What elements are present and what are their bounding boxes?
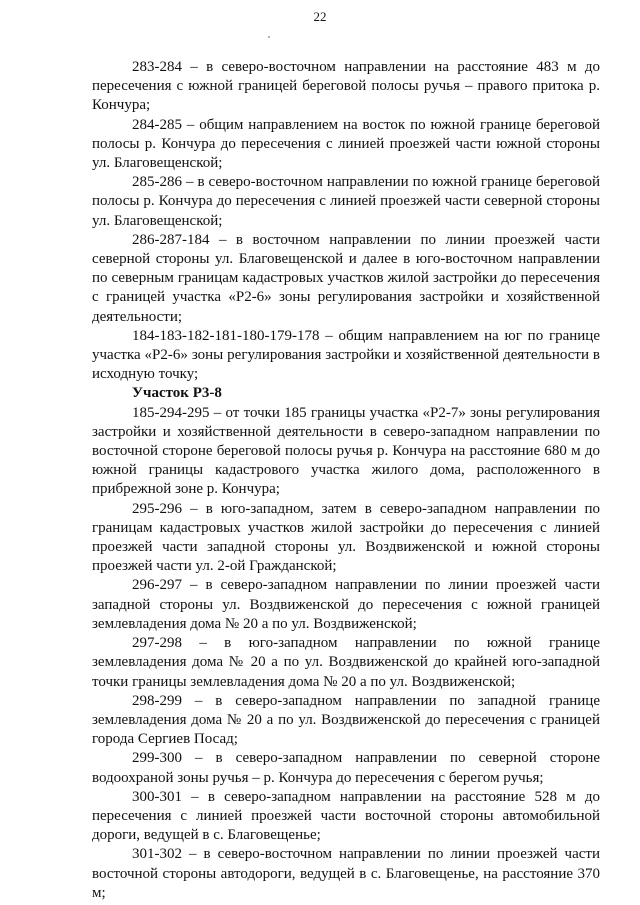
- paragraph: 284-285 – общим направлением на восток по южной границе береговой полосы р. Кончура до пересечения с линией проезжей части южной стороны ул. Благовещенской;: [92, 116, 600, 172]
- paragraph: 296-297 – в северо-западном направлении по линии проезжей части западной стороны ул. Воздвиженской до пересечения с южной границей землевладения дома № 20 а по ул. Воздвиженской;: [92, 577, 600, 632]
- document-body: [92, 58, 600, 903]
- paragraph: 285-286 – в северо-восточном направлении по южной границе береговой полосы р. Кончура до пересечения с линией проезжей части северной стороны ул. Благовещенской;: [92, 174, 600, 229]
- paragraph: 295-296 – в юго-западном, затем в северо-западном направлении по границам кадастровых участков жилой застройки до пересечения с линией проезжей части западной стороны ул. Воздвиженской и южной стороны проезжей части ул. 2-ой Гражданской;: [92, 500, 600, 575]
- paragraph: 300-301 – в северо-западном направлении на расстояние 528 м до пересечения с линией проезжей части восточной стороны автомобильной дороги, ведущей в с. Благовещенье;: [92, 788, 600, 844]
- page-number: 22: [313, 9, 327, 24]
- section-heading: Участок Р3-8: [132, 385, 222, 402]
- paragraph: 184-183-182-181-180-179-178 – общим направлением на юг по границе участка «Р2-6» зоны регулирования застройки и хозяйственной деятельности в исходную точку;: [92, 327, 600, 383]
- paragraph: 299-300 – в северо-западном направлении по северной стороне водоохраной зоны ручья – р. Кончура до пересечения с берегом ручья;: [92, 750, 600, 786]
- paragraph: 185-294-295 – от точки 185 границы участка «Р2-7» зоны регулирования застройки и хозяйственной деятельности в северо-западном направлении по восточной стороне береговой полосы ручья р. Кончура на расстояние 680 м до южной границы кадастрового участка жилого дома, расположенного в прибрежной зоне р. Кончура;: [92, 404, 600, 498]
- paragraph: 301-302 – в северо-восточном направлении по линии проезжей части восточной стороны автодороги, ведущей в с. Благовещенье, на расстояние 370 м;: [92, 846, 600, 901]
- paragraph: 297-298 – в юго-западном направлении по южной границе землевладения дома № 20 а по ул. Воздвиженской до крайней юго-западной точки границы землевладения дома № 20 а по ул. Воздвиженской;: [92, 635, 600, 690]
- paragraph: 286-287-184 – в восточном направлении по линии проезжей части северной стороны ул. Благовещенской и далее в юго-восточном направлении по северным границам кадастровых участков жилой застройки до пересечения с границей участка «Р2-6» зоны регулирования застройки и хозяйственной деятельности;: [92, 231, 600, 325]
- scan-speck: [268, 36, 270, 38]
- paragraph: 298-299 – в северо-западном направлении по западной границе землевладения дома № 20 а по ул. Воздвиженской до пересечения с границей города Сергиев Посад;: [92, 692, 600, 748]
- paragraph: 283-284 – в северо-восточном направлении на расстояние 483 м до пересечения с южной границей береговой полосы ручья – правого притока р. Кончура;: [92, 59, 600, 114]
